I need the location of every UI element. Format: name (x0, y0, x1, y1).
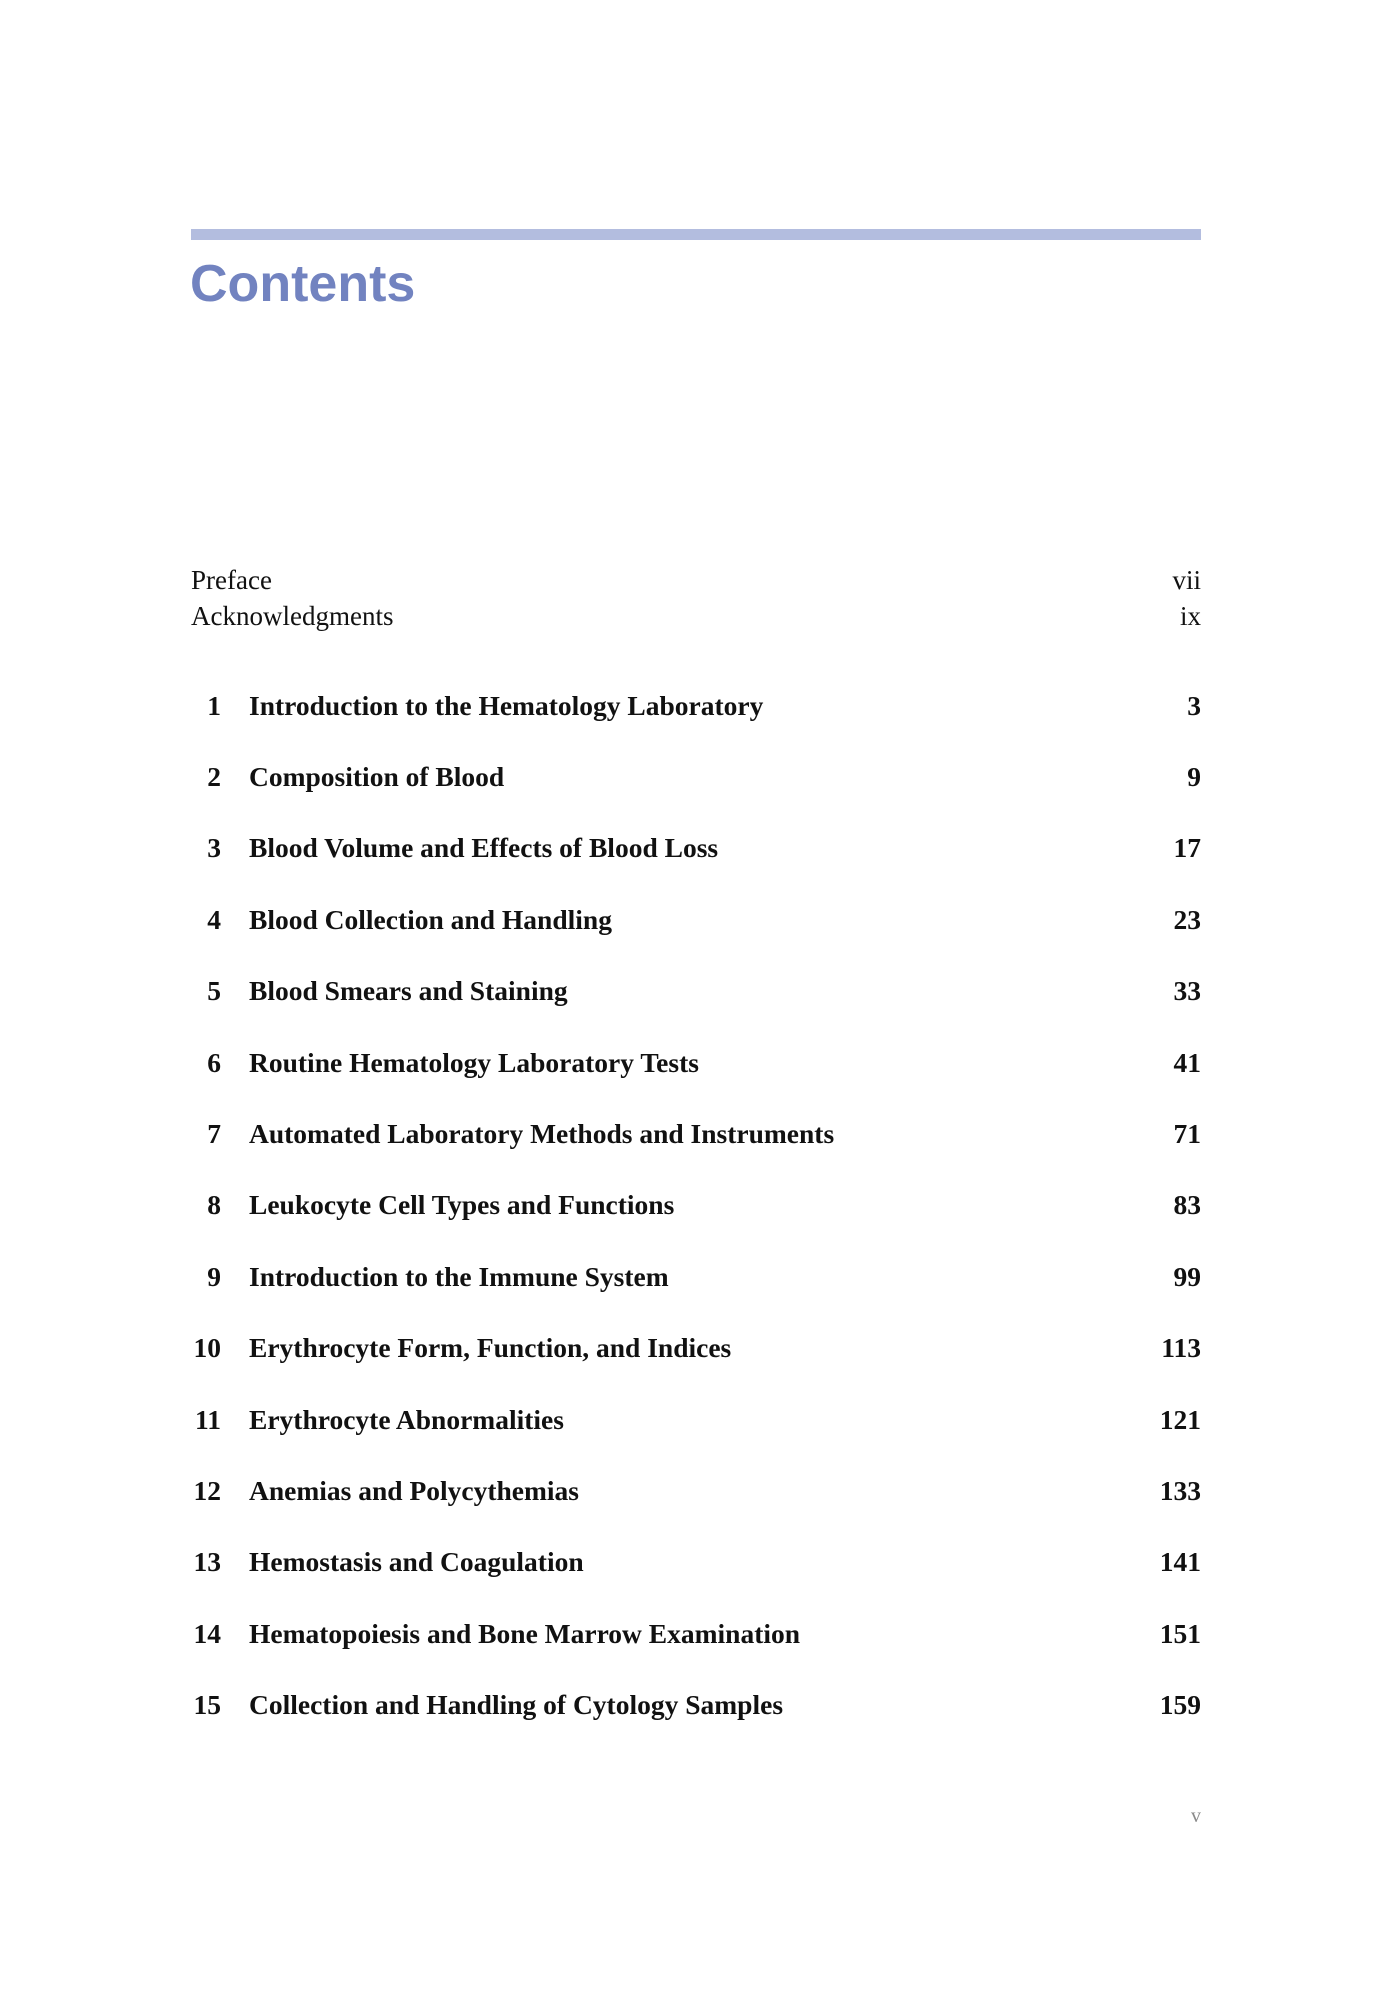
page-title: Contents (190, 255, 416, 313)
chapter-number: 7 (207, 1118, 221, 1150)
chapter-list (191, 670, 1201, 1741)
chapter-title: Introduction to the Hematology Laboratory (249, 689, 764, 721)
chapter-number: 14 (193, 1617, 221, 1649)
chapter-item[interactable] (191, 1384, 1201, 1455)
chapter-number: 5 (207, 975, 221, 1007)
chapter-item[interactable] (191, 1669, 1201, 1740)
chapter-number: 6 (207, 1046, 221, 1078)
chapter-title: Anemias and Polycythemias (249, 1474, 579, 1506)
chapter-page: 71 (1173, 1118, 1201, 1150)
chapter-title: Routine Hematology Laboratory Tests (249, 1046, 699, 1078)
chapter-item[interactable] (191, 1455, 1201, 1526)
chapter-page: 3 (1187, 689, 1201, 721)
chapter-number: 15 (193, 1689, 221, 1721)
chapter-number: 11 (195, 1403, 221, 1435)
chapter-title: Composition of Blood (249, 761, 505, 793)
chapter-title: Erythrocyte Form, Function, and Indices (249, 1332, 732, 1364)
chapter-title: Hematopoiesis and Bone Marrow Examination (249, 1617, 801, 1649)
chapter-title: Blood Volume and Effects of Blood Loss (249, 832, 719, 864)
chapter-page: 113 (1161, 1332, 1201, 1364)
chapter-page: 23 (1173, 903, 1201, 935)
chapter-number: 9 (207, 1260, 221, 1292)
chapter-item[interactable] (191, 1598, 1201, 1669)
chapter-page: 141 (1159, 1546, 1201, 1578)
chapter-number: 13 (193, 1546, 221, 1578)
chapter-title: Erythrocyte Abnormalities (249, 1403, 564, 1435)
front-matter-page: ix (1179, 601, 1201, 631)
chapter-item[interactable] (191, 1170, 1201, 1241)
header-rule (191, 229, 1201, 240)
chapter-title: Blood Smears and Staining (249, 975, 568, 1007)
chapter-item[interactable] (191, 741, 1201, 812)
front-matter-item-preface[interactable] (191, 562, 1201, 598)
chapter-title: Blood Collection and Handling (249, 903, 612, 935)
front-matter-label: Acknowledgments (191, 601, 394, 631)
chapter-page: 133 (1159, 1474, 1201, 1506)
chapter-number: 10 (193, 1332, 221, 1364)
chapter-page: 83 (1173, 1189, 1201, 1221)
chapter-number: 8 (207, 1189, 221, 1221)
front-matter-list (191, 562, 1201, 634)
chapter-item[interactable] (191, 956, 1201, 1027)
chapter-number: 2 (207, 761, 221, 793)
chapter-item[interactable] (191, 813, 1201, 884)
chapter-page: 17 (1173, 832, 1201, 864)
chapter-number: 12 (193, 1474, 221, 1506)
chapter-page: 121 (1159, 1403, 1201, 1435)
chapter-item[interactable] (191, 1241, 1201, 1312)
front-matter-label: Preface (191, 565, 272, 595)
chapter-page: 41 (1173, 1046, 1201, 1078)
chapter-item[interactable] (191, 1527, 1201, 1598)
chapter-item[interactable] (191, 670, 1201, 741)
chapter-page: 151 (1159, 1617, 1201, 1649)
chapter-number: 1 (207, 689, 221, 721)
chapter-title: Introduction to the Immune System (249, 1260, 669, 1292)
chapter-number: 4 (207, 903, 221, 935)
chapter-number: 3 (207, 832, 221, 864)
chapter-page: 9 (1187, 761, 1201, 793)
chapter-item[interactable] (191, 1098, 1201, 1169)
chapter-item[interactable] (191, 884, 1201, 955)
chapter-title: Hemostasis and Coagulation (249, 1546, 584, 1578)
chapter-title: Collection and Handling of Cytology Samples (249, 1689, 784, 1721)
chapter-title: Automated Laboratory Methods and Instruments (249, 1118, 835, 1150)
chapter-item[interactable] (191, 1313, 1201, 1384)
chapter-page: 159 (1159, 1689, 1201, 1721)
chapter-page: 99 (1173, 1260, 1201, 1292)
chapter-item[interactable] (191, 1027, 1201, 1098)
front-matter-page: vii (1172, 565, 1201, 595)
front-matter-item-acknowledgments[interactable] (191, 598, 1201, 634)
chapter-title: Leukocyte Cell Types and Functions (249, 1189, 675, 1221)
chapter-page: 33 (1173, 975, 1201, 1007)
page-folio: v (1191, 1805, 1201, 1827)
